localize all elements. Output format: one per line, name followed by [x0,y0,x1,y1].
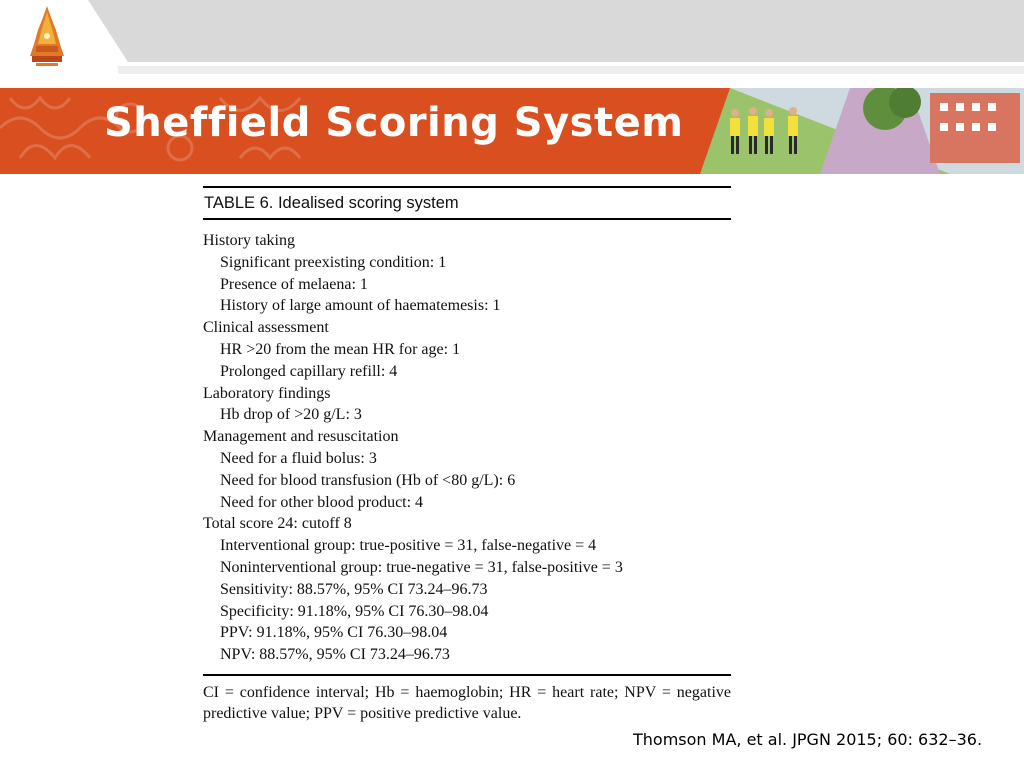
table-row-item: Presence of melaena: 1 [220,275,368,293]
table-body [203,220,731,674]
table-row-item: NPV: 88.57%, 95% CI 73.24–96.73 [220,646,450,664]
runners-photo [700,88,1024,174]
table-footnote: CI = confidence interval; Hb = haemoglobin; HR = heart rate; NPV = negative predictive value; PPV = positive predictive value. [203,683,731,722]
table-row-section: Laboratory findings [203,384,331,402]
university-logo [28,6,66,68]
table-row-item: Need for a fluid bolus: 3 [220,449,377,467]
table-row-item: Need for other blood product: 4 [220,493,424,511]
header-tab-accent [118,66,1024,74]
table-row-item: Noninterventional group: true-negative = 31, false-positive = 3 [220,558,623,576]
citation: Thomson MA, et al. JPGN 2015; 60: 632–36. [633,730,983,749]
table-row-section: Total score 24: cutoff 8 [203,515,352,533]
page-title: Sheffield Scoring System [104,100,684,146]
table-row-item: Hb drop of >20 g/L: 3 [220,406,362,424]
table-row-item: History of large amount of haematemesis: 1 [220,297,501,315]
scoring-table [203,186,731,724]
table-row-item: Interventional group: true-positive = 31, false-negative = 4 [220,537,597,555]
table-row-item: Need for blood transfusion (Hb of <80 g/L): 6 [220,471,516,489]
table-row-item: Prolonged capillary refill: 4 [220,362,398,380]
table-row-item: Sensitivity: 88.57%, 95% CI 73.24–96.73 [220,580,488,598]
table-title: TABLE 6. Idealised scoring system [204,194,459,212]
table-row-section: Management and resuscitation [203,428,399,446]
table-row-item: Specificity: 91.18%, 95% CI 76.30–98.04 [220,602,489,620]
table-row-section: History taking [203,232,295,249]
table-row-item: HR >20 from the mean HR for age: 1 [220,340,461,358]
table-row-item: PPV: 91.18%, 95% CI 76.30–98.04 [220,624,448,642]
table-row-item: Significant preexisting condition: 1 [220,253,447,271]
table-row-section: Clinical assessment [203,319,329,337]
header-tab-shape [88,0,1024,62]
